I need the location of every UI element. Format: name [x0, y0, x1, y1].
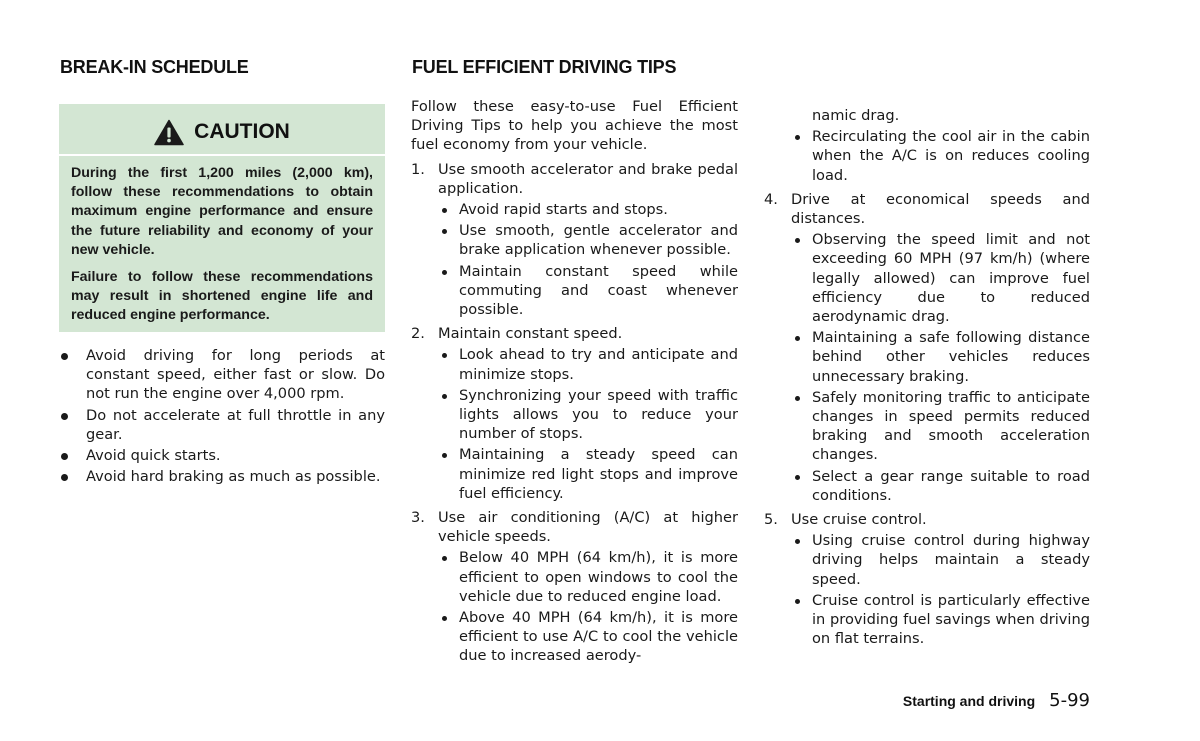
step-bullet-list	[438, 200, 738, 319]
step-text: Use air conditioning (A/C) at higher vehicle speeds.	[438, 509, 738, 546]
list-item: Avoid hard braking as much as possible.	[59, 467, 385, 486]
fuel-efficient-tips-heading: FUEL EFFICIENT DRIVING TIPS	[412, 57, 677, 77]
continued-text: namic drag.	[812, 107, 900, 124]
step-number: 3.	[411, 509, 425, 527]
list-item: Do not accelerate at full throttle in any gear.	[59, 406, 385, 444]
step-text: Maintain constant speed.	[438, 325, 623, 343]
tip-step	[411, 324, 738, 503]
page-footer	[903, 690, 1090, 711]
footer-section-title: Starting and driving	[902, 693, 1036, 709]
list-item: Above 40 MPH (64 km/h), it is more efficient to use A/C to cool the vehicle due to increased aerody-	[438, 608, 738, 666]
step-bullet-list	[438, 345, 738, 503]
list-item: Maintaining a steady speed can minimize red light stops and improve fuel efficiency.	[438, 445, 738, 503]
tip-step	[411, 508, 738, 666]
caution-paragraph: During the first 1,200 miles (2,000 km), follow these recommendations to obtain maximum engine performance and ensure the future reliability and economy of your new vehicle.	[71, 165, 373, 258]
list-item: Recirculating the cool air in the cabin when the A/C is on reduces cooling load.	[791, 127, 1090, 185]
list-item: Below 40 MPH (64 km/h), it is more efficient to open windows to cool the vehicle due to reduced engine load.	[438, 548, 738, 606]
list-item: Look ahead to try and anticipate and minimize stops.	[438, 345, 738, 383]
caution-label: CAUTION	[194, 120, 290, 143]
tips-column-middle	[411, 97, 738, 668]
list-item: Observing the speed limit and not exceeding 60 MPH (97 km/h) (where legally allowed) can improve fuel efficiency due to reduced aerodynamic drag.	[791, 230, 1090, 326]
step-number: 4.	[764, 190, 778, 208]
step-bullet-list	[438, 548, 738, 665]
list-item: Select a gear range suitable to road conditions.	[791, 467, 1090, 505]
list-item: Avoid rapid starts and stops.	[438, 200, 738, 219]
step-text: Use smooth accelerator and brake pedal application.	[438, 160, 738, 197]
step-number: 5.	[764, 511, 778, 529]
page-number: 5-99	[1049, 690, 1090, 711]
step-bullet-list	[791, 230, 1090, 505]
tips-column-right	[764, 106, 1090, 650]
continued-bullet-list	[791, 127, 1090, 185]
tip-step	[764, 510, 1090, 648]
list-item: Using cruise control during highway driving helps maintain a steady speed.	[791, 531, 1090, 589]
break-in-bullet-list	[59, 346, 385, 488]
list-item: Cruise control is particularly effective in providing fuel savings when driving on flat terrains.	[791, 591, 1090, 649]
step-number: 1.	[411, 160, 425, 178]
list-item: Safely monitoring traffic to anticipate changes in speed permits reduced braking and smooth acceleration changes.	[791, 388, 1090, 465]
step-text: Use cruise control.	[791, 511, 927, 529]
tip-step	[411, 160, 738, 320]
list-item: Avoid quick starts.	[59, 446, 385, 465]
caution-paragraph: Failure to follow these recommendations may result in shortened engine life and reduced engine performance.	[71, 269, 373, 324]
caution-box	[59, 104, 385, 332]
step-number: 2.	[411, 325, 425, 343]
step-bullet-list	[791, 531, 1090, 648]
list-item: Avoid driving for long periods at constant speed, either fast or slow. Do not run the engine over 4,000 rpm.	[59, 346, 385, 404]
break-in-schedule-heading: BREAK-IN SCHEDULE	[60, 57, 249, 77]
tip-step	[764, 190, 1090, 505]
list-item: Synchronizing your speed with traffic lights allows you to reduce your number of stops.	[438, 386, 738, 444]
caution-body	[59, 156, 385, 326]
warning-triangle-icon	[154, 119, 184, 146]
list-item: Maintaining a safe following distance behind other vehicles reduces unnecessary braking.	[791, 328, 1090, 386]
tips-intro: Follow these easy-to-use Fuel Efficient Driving Tips to help you achieve the most fuel economy from your vehicle.	[411, 98, 738, 154]
step-text: Drive at economical speeds and distances.	[791, 190, 1090, 228]
list-item: Use smooth, gentle accelerator and brake application whenever possible.	[438, 221, 738, 259]
caution-header	[59, 104, 385, 156]
list-item: Maintain constant speed while commuting and coast whenever possible.	[438, 262, 738, 320]
